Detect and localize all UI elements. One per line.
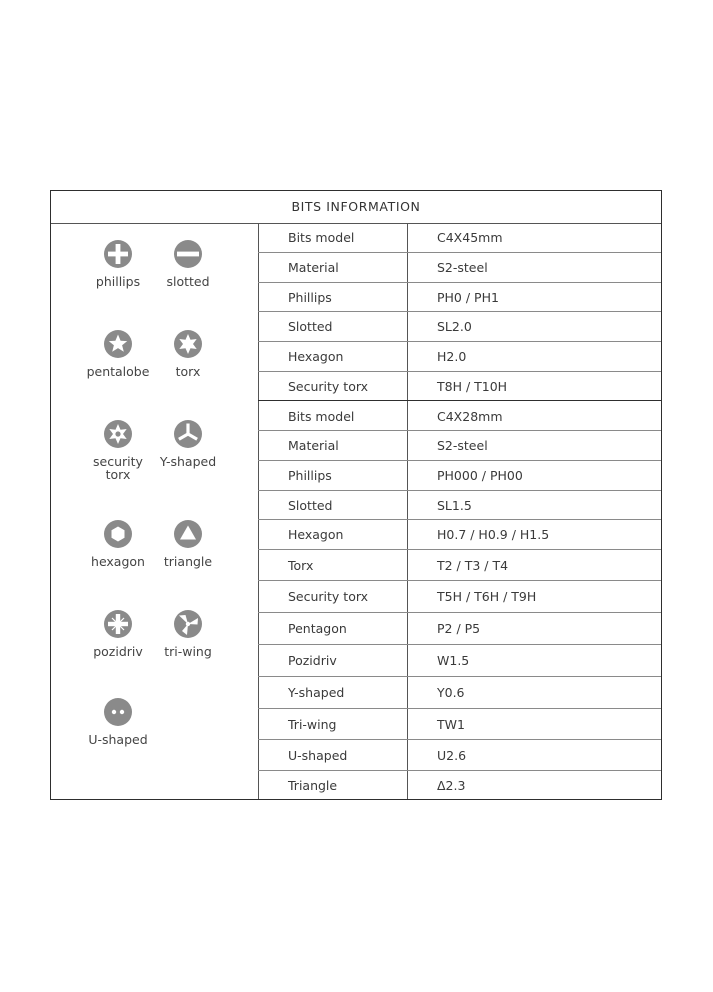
icon-label (78, 455, 158, 481)
spec-value: Y0.6 (437, 685, 465, 700)
icon-label-line: security (93, 454, 143, 469)
security-torx-icon (103, 419, 133, 449)
spec-value: Δ2.3 (437, 777, 466, 793)
phillips-icon (103, 239, 133, 269)
spec-value: S2-steel (437, 260, 488, 275)
table-title: BITS INFORMATION (51, 191, 661, 224)
spec-key: Security torx (288, 589, 369, 604)
spec-key: Material (288, 438, 339, 453)
spec-key: Pentagon (288, 621, 347, 636)
spec-value: T5H / T6H / T9H (437, 589, 537, 604)
spec-value: PH0 / PH1 (437, 289, 499, 305)
icon-label: tri-wing (164, 644, 212, 659)
spec-key: Security torx (288, 378, 369, 394)
u-shaped-icon (103, 697, 133, 727)
bit-type-triangle (148, 519, 228, 568)
pozidriv-icon (103, 609, 133, 639)
bit-type-pentalobe (78, 329, 158, 378)
spec-value: P2 / P5 (437, 621, 481, 636)
bit-type-pozidriv (78, 609, 158, 658)
icon-label: Y-shaped (159, 454, 217, 469)
spec-value: PH000 / PH00 (437, 468, 523, 483)
spec-key: Hexagon (288, 349, 344, 364)
table-row (258, 372, 661, 401)
spec-value: U2.6 (437, 747, 467, 763)
spec-key: Torx (288, 557, 314, 573)
torx-icon (173, 329, 203, 359)
spec-key: Phillips (288, 468, 332, 483)
spec-key: Slotted (288, 497, 333, 513)
bits-information-table (50, 190, 662, 800)
table-row (258, 461, 661, 491)
bit-type-slotted (148, 239, 228, 288)
tri-wing-icon (173, 609, 203, 639)
icon-label: pentalobe (86, 364, 150, 379)
icon-label: phillips (95, 274, 141, 289)
spec-key: Bits model (288, 230, 355, 245)
icon-label: U-shaped (88, 732, 148, 747)
spec-value: S2-steel (437, 438, 488, 453)
table-row (258, 402, 661, 431)
bit-type-u-shaped (78, 697, 158, 746)
table-row (258, 312, 661, 342)
spec-value: H0.7 / H0.9 / H1.5 (437, 527, 550, 542)
spec-key: Slotted (288, 319, 333, 334)
table-row (258, 709, 661, 740)
table-row (258, 550, 661, 581)
spec-key: U-shaped (288, 747, 348, 763)
spec-value: T2 / T3 / T4 (437, 557, 509, 573)
spec-value: SL2.0 (437, 319, 472, 334)
spec-value: C4X45mm (437, 230, 503, 245)
icon-label: triangle (163, 554, 213, 569)
bit-type-y-shaped (148, 419, 228, 468)
bits-spec-table (258, 223, 661, 799)
bit-type-security-torx (78, 419, 158, 481)
icon-label: pozidriv (93, 644, 143, 659)
spec-key: Bits model (288, 408, 355, 424)
bit-type-icons-panel (51, 223, 259, 799)
table-row (258, 283, 661, 312)
spec-key: Triangle (288, 777, 338, 793)
table-row (258, 520, 661, 550)
triangle-icon (173, 519, 203, 549)
icon-label: torx (175, 364, 201, 379)
icon-label: slotted (166, 274, 210, 289)
hexagon-icon (103, 519, 133, 549)
icon-label-line: torx (105, 467, 131, 482)
icon-label: hexagon (91, 554, 145, 569)
table-row (258, 581, 661, 613)
spec-key: Tri-wing (288, 716, 337, 732)
table-row (258, 677, 661, 709)
bit-type-torx (148, 329, 228, 378)
bit-type-phillips (78, 239, 158, 288)
table-row (258, 613, 661, 645)
spec-key: Phillips (288, 289, 332, 305)
spec-value: W1.5 (437, 653, 470, 668)
spec-value: C4X28mm (437, 408, 503, 424)
table-row (258, 771, 661, 799)
bit-type-hexagon (78, 519, 158, 568)
pentalobe-icon (103, 329, 133, 359)
table-row (258, 342, 661, 372)
spec-value: TW1 (437, 716, 465, 732)
table-row (258, 223, 661, 253)
spec-value: T8H / T10H (437, 378, 508, 394)
table-row (258, 431, 661, 461)
bit-type-tri-wing (148, 609, 228, 658)
spec-value: SL1.5 (437, 497, 472, 513)
spec-value: H2.0 (437, 349, 467, 364)
table-row (258, 740, 661, 771)
spec-key: Pozidriv (288, 653, 337, 668)
spec-key: Hexagon (288, 527, 344, 542)
table-row (258, 645, 661, 677)
spec-key: Material (288, 260, 339, 275)
table-row (258, 253, 661, 283)
table-row (258, 491, 661, 520)
spec-key: Y-shaped (288, 685, 345, 700)
slotted-icon (173, 239, 203, 269)
y-shaped-icon (173, 419, 203, 449)
